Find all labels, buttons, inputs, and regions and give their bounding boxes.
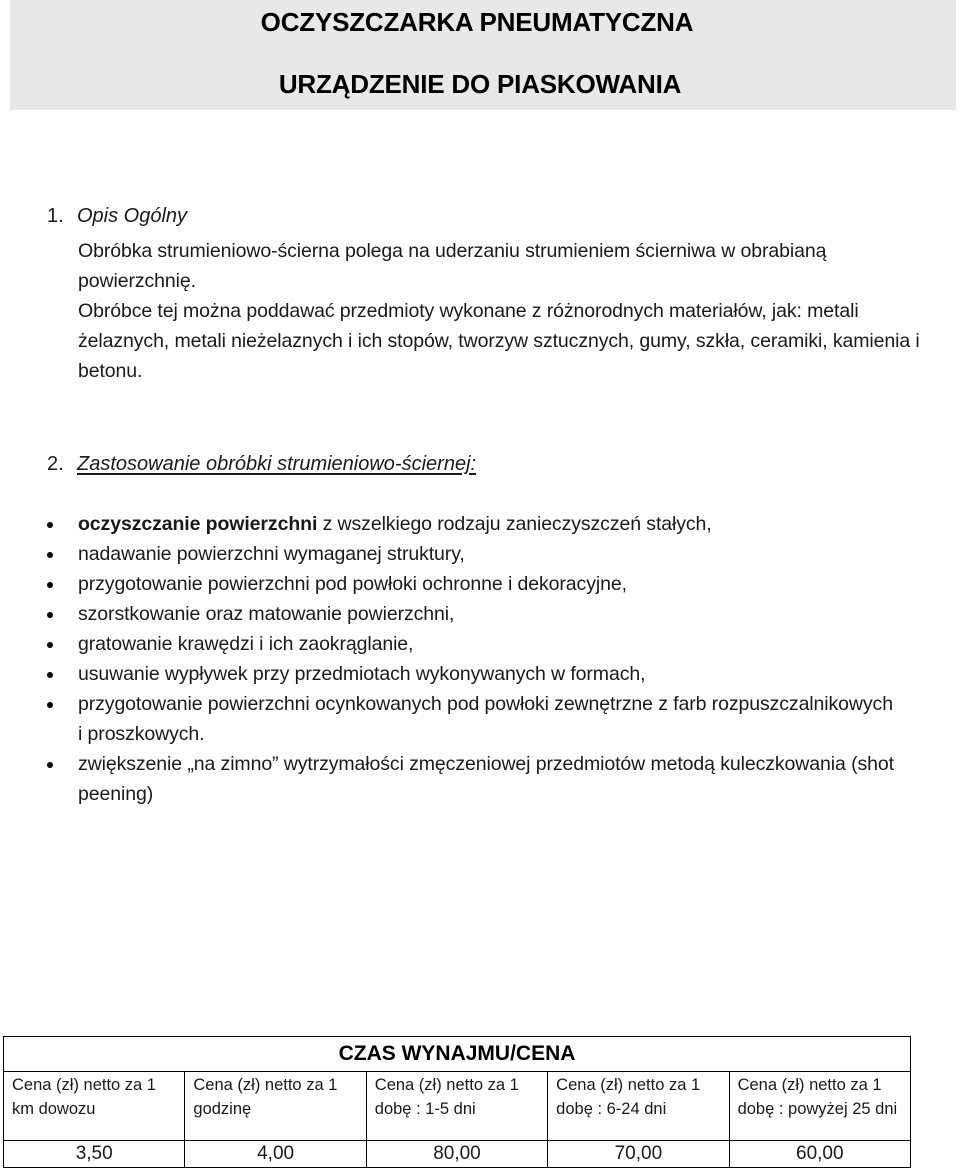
list-item: usuwanie wypływek przy przedmiotach wykonywanych w formach, xyxy=(0,659,900,689)
header-cell-hour: Cena (zł) netto za 1 godzinę xyxy=(185,1072,366,1141)
list-item-bold: oczyszczanie powierzchni xyxy=(78,513,318,535)
page-title: OCZYSZCZARKA PNEUMATYCZNA xyxy=(260,7,694,37)
header-cell-day-25-plus: Cena (zł) netto za 1 dobę : powyżej 25 dni xyxy=(729,1072,910,1141)
list-item: szorstkowanie oraz matowanie powierzchni, xyxy=(0,599,900,629)
header-cell-day-1-5: Cena (zł) netto za 1 dobę : 1-5 dni xyxy=(366,1072,547,1141)
section-1-paragraph: Obróbka strumieniowo-ścierna polega na uderzaniu strumieniem ścierniwa w obrabianą powierzchnię. xyxy=(78,240,827,292)
header-cell-delivery: Cena (zł) netto za 1 km dowozu xyxy=(4,1072,185,1141)
list-item: gratowanie krawędzi i ich zaokrąglanie, xyxy=(0,629,900,659)
section-1-paragraph: Obróbce tej można poddawać przedmioty wykonane z różnorodnych materiałów, jak: metali żelaznych, metali nieżelaznych i ich stopów, tworzyw sztucznych, gumy, szkła, ceramiki, kamienia i betonu. xyxy=(78,300,920,382)
table-caption-row xyxy=(4,1037,911,1072)
section-2-heading xyxy=(47,449,476,479)
price-cell-delivery: 3,50 xyxy=(4,1141,185,1168)
list-item: przygotowanie powierzchni ocynkowanych pod powłoki zewnętrzne z farb rozpuszczalnikowych i proszkowych. xyxy=(0,689,900,749)
price-cell-day-6-24: 70,00 xyxy=(548,1141,729,1168)
list-item: zwiększenie „na zimno” wytrzymałości zmęczeniowej przedmiotów metodą kuleczkowania (shot peening) xyxy=(0,749,900,809)
table-header-row xyxy=(4,1072,911,1141)
section-1-heading xyxy=(47,201,187,231)
price-cell-hour: 4,00 xyxy=(185,1141,366,1168)
list-item-text: z wszelkiego rodzaju zanieczyszczeń stałych, xyxy=(317,513,712,535)
list-item xyxy=(0,509,900,539)
price-cell-day-25-plus: 60,00 xyxy=(729,1141,910,1168)
table-caption: CZAS WYNAJMU/CENA xyxy=(4,1037,911,1072)
price-cell-day-1-5: 80,00 xyxy=(366,1141,547,1168)
list-item: nadawanie powierzchni wymaganej struktury, xyxy=(0,539,900,569)
list-item: przygotowanie powierzchni pod powłoki ochronne i dekoracyjne, xyxy=(0,569,900,599)
section-1-title: Opis Ogólny xyxy=(77,205,188,227)
page-subtitle: URZĄDZENIE DO PIASKOWANIA xyxy=(278,69,682,99)
section-2-title: Zastosowanie obróbki strumieniowo-ściernej: xyxy=(77,453,477,475)
table-row xyxy=(4,1141,911,1168)
section-1-body xyxy=(78,236,948,386)
header-cell-day-6-24: Cena (zł) netto za 1 dobę : 6-24 dni xyxy=(548,1072,729,1141)
section-1-number: 1. xyxy=(47,205,64,227)
application-list xyxy=(0,509,900,809)
rental-price-table xyxy=(3,1036,911,1168)
section-2-number: 2. xyxy=(47,453,64,475)
